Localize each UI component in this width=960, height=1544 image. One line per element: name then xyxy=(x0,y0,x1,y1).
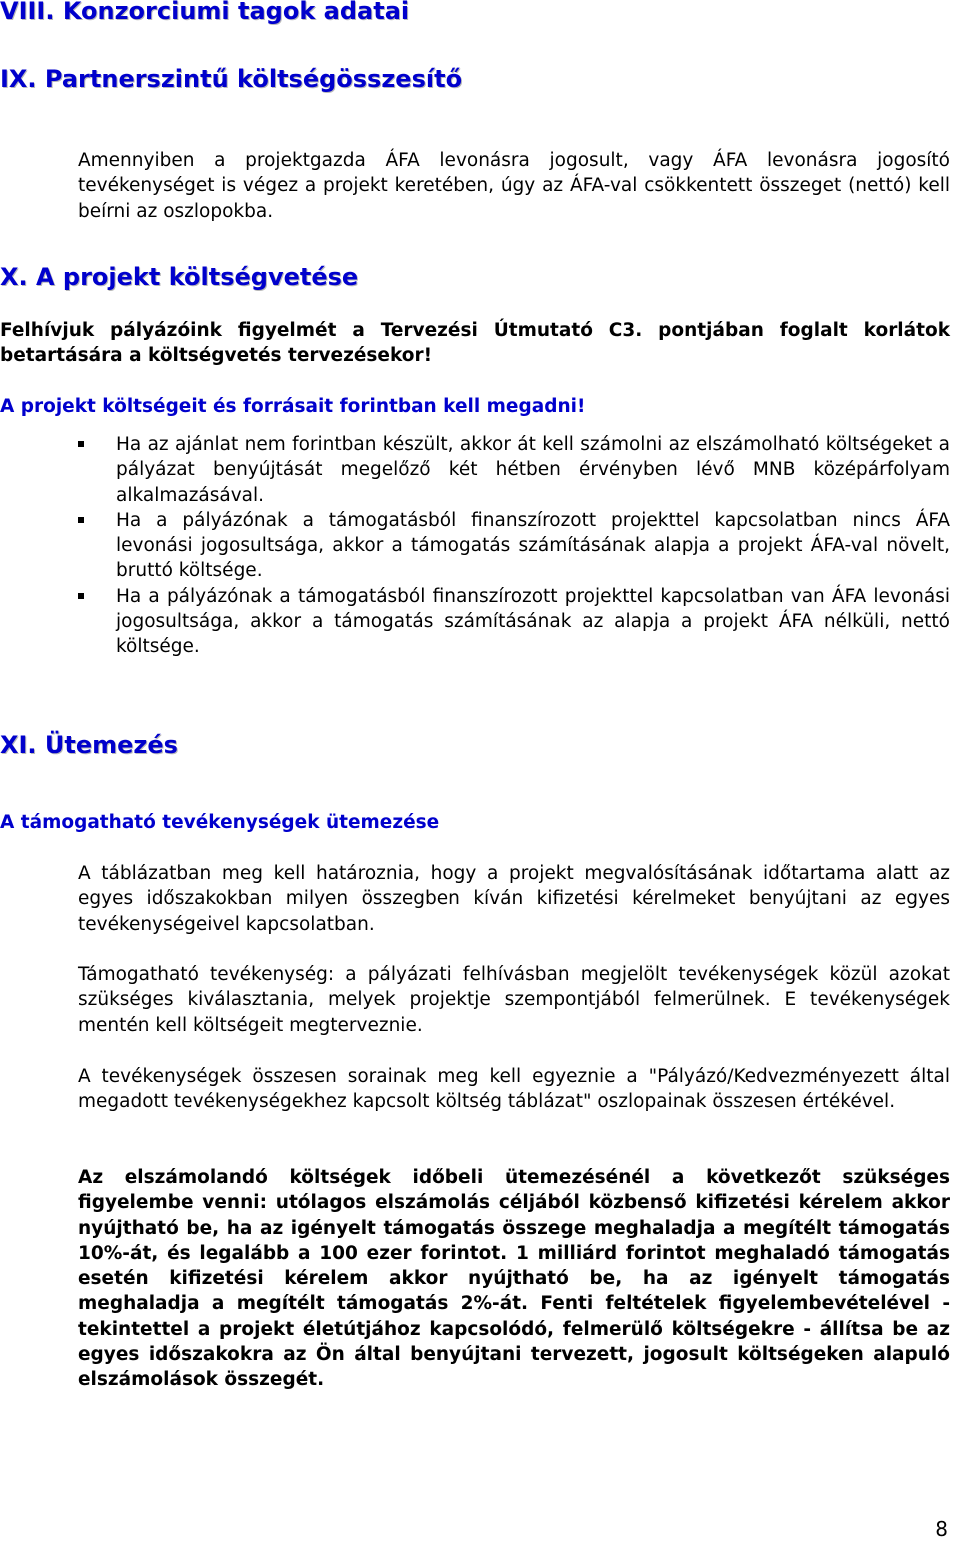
xi-paragraph-2: Támogatható tevékenység: a pályázati felhívásban megjelölt tevékenységek közül azokat szükséges kiválasztania, melyek projektje szempontjából felmerülnek. E tevékenységek mentén kell költségeit megterveznie. xyxy=(78,964,950,1036)
xi-paragraph-3: A tevékenységek összesen sorainak meg kell egyeznie a "Pályázó/Kedvezményezett által megadott tevékenységekhez kapcsolt költség táblázat" oszlopainak összesen értékével. xyxy=(78,1066,950,1113)
section-x-title: X. A projekt költségvetése xyxy=(0,263,359,291)
xi-paragraph-1: A táblázatban meg kell határoznia, hogy a projekt megvalósításának időtartama alatt az egyes időszakokban milyen összegben kíván kifizetési kérelmeket benyújtani az egyes tevékenységeivel kapcsolatban. xyxy=(78,863,950,935)
list-item-text: Ha a pályázónak a támogatásból finanszírozott projekttel kapcsolatban van ÁFA levonási jogosultsága, akkor a támogatás számításának az alapja a projekt ÁFA nélküli, nettó költsége. xyxy=(116,585,950,658)
x-notice: Felhívjuk pályázóink figyelmét a Tervezési Útmutató C3. pontjában foglalt korlátok betartására a költségvetés tervezésekor! xyxy=(0,320,950,367)
xi-subheading: A támogatható tevékenységek ütemezése xyxy=(0,812,440,833)
square-bullet-icon xyxy=(78,517,84,523)
list-item xyxy=(78,584,950,660)
list-item-text: Ha a pályázónak a támogatásból finanszírozott projekttel kapcsolatban nincs ÁFA levonási jogosultsága, akkor a támogatás számításának alapja a projekt ÁFA-val növelt, bruttó költsége. xyxy=(116,509,950,582)
section-viii-title: VIII. Konzorciumi tagok adatai xyxy=(0,0,410,25)
square-bullet-icon xyxy=(78,441,84,447)
page-number: 8 xyxy=(935,1517,948,1541)
xi-paragraph-4: Az elszámolandó költségek időbeli ütemezésénél a következőt szükséges figyelembe venni: utólagos elszámolás céljából közbenső kifizetési kérelem akkor nyújtható be, ha az igényelt támogatás összege meghaladja a megítélt támogatás 10%-át, és legalább a 100 ezer forintot. 1 milliárd forintot meghaladó támogatás esetén kifizetési kérelem akkor nyújtható be, ha az igényelt támogatás meghaladja a megítélt támogatás 2%-át. Fenti feltételek figyelembevételével - tekintettel a projekt életútjához kapcsolódó, felmerülő költségekre - állítsa be az egyes időszakokra az Ön által benyújtani tervezett, jogosult költségeken alapuló elszámolások összegét. xyxy=(78,1167,950,1391)
x-bullet-list xyxy=(78,432,950,660)
ix-paragraph: Amennyiben a projektgazda ÁFA levonásra jogosult, vagy ÁFA levonásra jogosító tevékenységet is végez a projekt keretében, úgy az ÁFA-val csökkentett összeget (nettó) kell beírni az oszlopokba. xyxy=(78,150,950,222)
section-xi-title: XI. Ütemezés xyxy=(0,731,178,759)
list-item-text: Ha az ajánlat nem forintban készült, akkor át kell számolni az elszámolható költségeket a pályázat benyújtását megelőző két hétben érvényben lévő MNB középárfolyam alkalmazásával. xyxy=(116,434,950,506)
x-subheading: A projekt költségeit és forrásait forintban kell megadni! xyxy=(0,396,586,417)
section-ix-title: IX. Partnerszintű költségösszesítő xyxy=(0,65,463,93)
list-item xyxy=(78,432,950,508)
square-bullet-icon xyxy=(78,593,84,599)
list-item xyxy=(78,508,950,584)
